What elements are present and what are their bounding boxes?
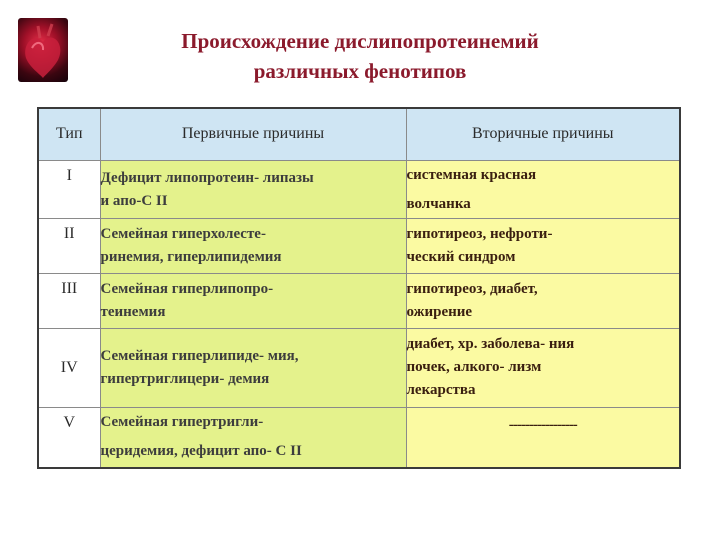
- cell-type: V: [38, 407, 100, 468]
- cell-line: почек, алкого- лизм: [406, 359, 542, 376]
- cell-type: II: [38, 219, 100, 274]
- cell-line: Семейная гиперлипопро-: [100, 280, 274, 297]
- cell-line: Семейная гиперлипиде- мия,: [100, 347, 299, 364]
- cell-line: и апо-С II: [100, 192, 168, 209]
- cell-line: теинемия: [100, 303, 166, 320]
- heart-logo-image: [18, 18, 68, 82]
- title-line-1: Происхождение дислипопротеинемий: [181, 29, 539, 53]
- cell-line: ческий синдром: [406, 249, 516, 266]
- table-row: [38, 328, 680, 407]
- cell-line: системная красная: [406, 166, 537, 183]
- cell-line: лекарства: [406, 382, 476, 399]
- cell-line: Семейная гиперхолесте-: [100, 226, 266, 243]
- cell-line: ринемия, гиперлипидемия: [100, 249, 282, 266]
- cell-primary: [100, 328, 406, 407]
- cell-secondary: [406, 160, 680, 219]
- table-row: [38, 160, 680, 219]
- cell-type: I: [38, 160, 100, 219]
- cell-type: IV: [38, 328, 100, 407]
- empty-dash: -----------------: [508, 416, 577, 433]
- table-header-row: [38, 108, 680, 160]
- cell-primary: [100, 407, 406, 468]
- cell-line: гипотиреоз, нефроти-: [406, 226, 553, 243]
- cell-line: гипотиреоз, диабет,: [406, 280, 538, 297]
- cell-secondary: [406, 219, 680, 274]
- cell-line: волчанка: [406, 195, 471, 212]
- table-row: [38, 219, 680, 274]
- cell-line: церидемия, дефицит апо- С II: [100, 443, 302, 460]
- cell-secondary: [406, 407, 680, 468]
- table-row: [38, 407, 680, 468]
- cell-line: Семейная гипертригли-: [100, 414, 264, 431]
- cell-line: гипертриглицери- демия: [100, 370, 270, 387]
- title-line-2: различных фенотипов: [253, 59, 467, 83]
- cell-line: диабет, хр. заболева- ния: [406, 336, 575, 353]
- cell-primary: [100, 160, 406, 219]
- header-type: Тип: [38, 108, 100, 160]
- cell-type: III: [38, 274, 100, 329]
- heart-icon: [18, 18, 68, 82]
- dyslipidemia-table: [37, 107, 681, 469]
- cell-primary: [100, 274, 406, 329]
- cell-secondary: [406, 328, 680, 407]
- header-primary: Первичные причины: [100, 108, 406, 160]
- page-title: [110, 26, 610, 86]
- header-secondary: Вторичные причины: [406, 108, 680, 160]
- table-row: [38, 274, 680, 329]
- cell-secondary: [406, 274, 680, 329]
- cell-line: Дефицит липопротеин- липазы: [100, 169, 314, 186]
- cell-line: ожирение: [406, 303, 473, 320]
- cell-primary: [100, 219, 406, 274]
